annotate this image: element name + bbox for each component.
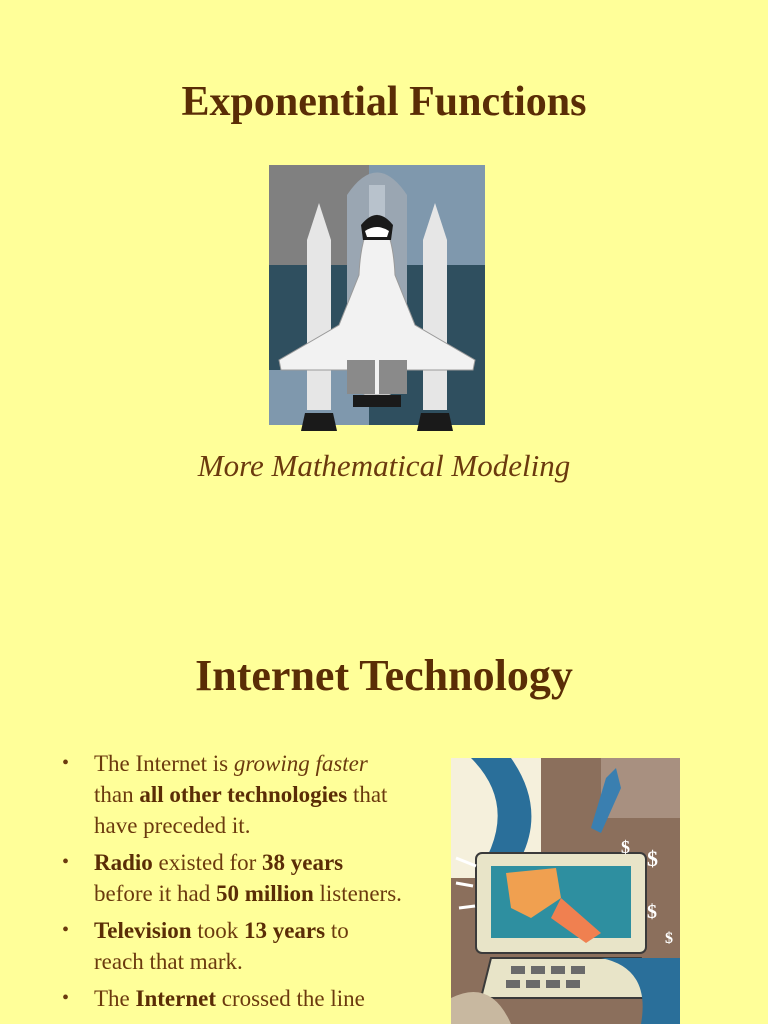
bullet-text-segment: Internet <box>135 986 216 1011</box>
bullet-text-segment: took <box>191 918 244 943</box>
bullet-item <box>62 983 402 1014</box>
bullet-item <box>62 748 402 841</box>
bullet-dot-icon: • <box>62 752 70 774</box>
bullet-text-segment: 50 million <box>215 881 314 906</box>
slide-title: Exponential Functions <box>181 79 587 125</box>
bullet-text-segment: The Internet is <box>94 751 234 776</box>
bullet-text-segment: 38 years <box>262 850 344 875</box>
bullet-text-segment: to reach that mark. <box>94 918 349 974</box>
computer-money-clipart-icon <box>451 758 680 1024</box>
slide-internet-technology <box>0 620 768 1024</box>
bullet-item <box>62 915 402 977</box>
svg-text:$: $ <box>621 837 630 857</box>
bullet-text-segment: The <box>94 986 136 1011</box>
bullet-dot-icon: • <box>62 851 70 873</box>
bullet-text-segment: Radio <box>94 850 153 875</box>
bullet-item <box>62 847 402 909</box>
bullet-text-segment: existed for <box>152 850 263 875</box>
bullet-text-segment: crossed the line <box>216 986 365 1011</box>
bullet-text-segment: listeners. <box>313 881 402 906</box>
svg-text:$: $ <box>647 901 657 923</box>
bullet-dot-icon: • <box>62 987 70 1009</box>
space-shuttle-icon <box>269 155 485 435</box>
bullet-text-segment: than <box>94 782 140 807</box>
slide-subtitle: More Mathematical Modeling <box>197 448 571 483</box>
bullet-dot-icon: • <box>62 919 70 941</box>
bullet-text-segment: 13 years <box>243 918 326 943</box>
bullet-text-segment: before it had <box>94 881 216 906</box>
bullet-text-segment: growing faster <box>233 751 368 776</box>
slide-title: Internet Technology <box>195 651 573 700</box>
bullet-text-segment: all other technologies <box>139 782 348 807</box>
svg-text:$: $ <box>665 930 673 947</box>
bullet-list <box>62 748 402 1020</box>
bullet-text-segment: that have preceded it. <box>94 782 388 838</box>
svg-text:$: $ <box>647 846 658 871</box>
bullet-text-segment: Television <box>94 918 192 943</box>
